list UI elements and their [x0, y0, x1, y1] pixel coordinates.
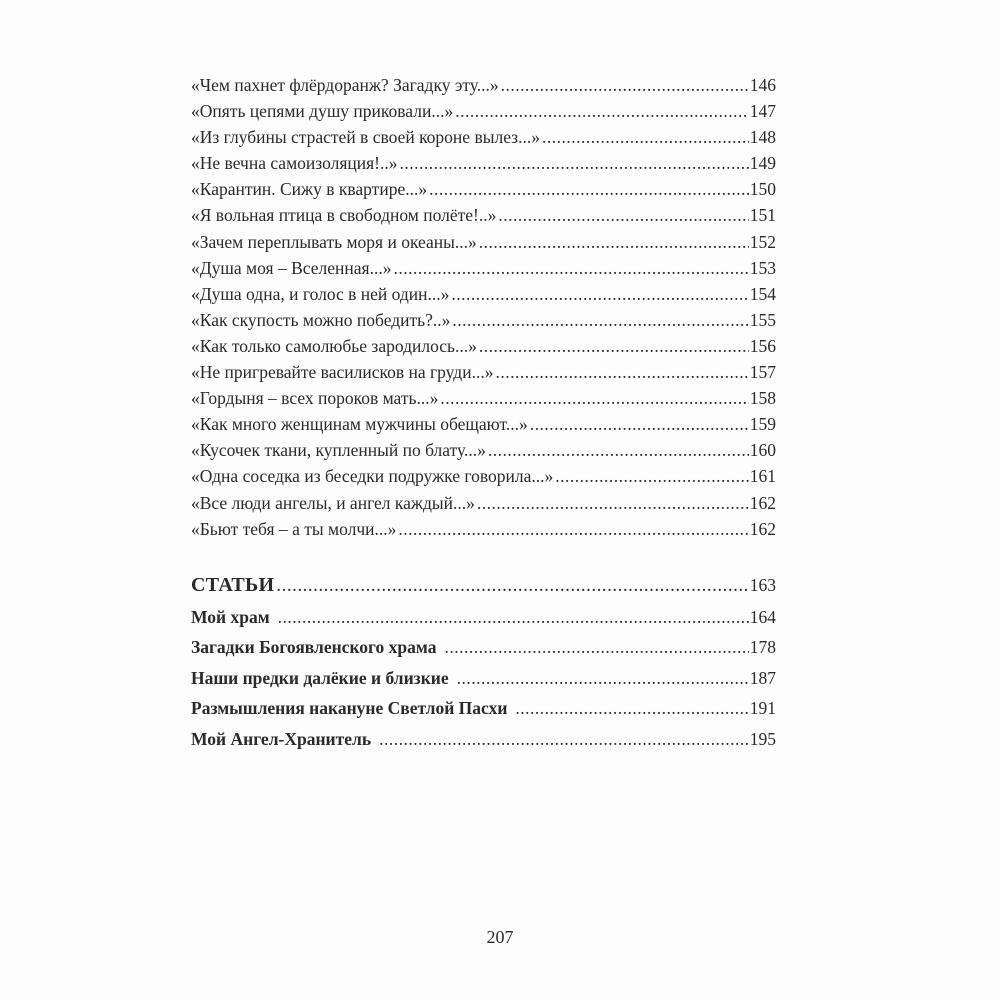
dot-leader: [440, 385, 748, 411]
dot-leader: [501, 72, 749, 98]
section-title: СТАТЬИ: [191, 573, 275, 596]
dot-leader: [276, 569, 748, 602]
toc-entry-page: 158: [749, 388, 776, 409]
toc-entry: [191, 150, 776, 176]
toc-entry: [191, 411, 776, 437]
dot-leader: [498, 202, 748, 228]
toc-entry-page: 147: [749, 101, 776, 122]
dot-leader: [429, 176, 749, 202]
toc-entry: [191, 281, 776, 307]
toc-entry: [191, 307, 776, 333]
toc-entry-title: «Все люди ангелы, и ангел каждый...»: [191, 492, 475, 513]
dot-leader: [400, 150, 749, 176]
toc-entry-page: 187: [749, 667, 776, 688]
toc-entry-title: «Карантин. Сижу в квартире...»: [191, 179, 428, 200]
toc-entry-page: 162: [749, 518, 776, 539]
toc-entry: [191, 255, 776, 281]
toc-entry-title: «Опять цепями душу приковали...»: [191, 101, 454, 122]
toc-entry-title: «Гордыня – всех пороков мать...»: [191, 388, 439, 409]
toc-entry-page: 146: [749, 75, 776, 95]
toc-entry: [191, 72, 776, 98]
dot-leader: [457, 663, 749, 694]
toc-entry: [191, 202, 776, 228]
toc-entry-page: 154: [749, 283, 776, 304]
toc-entry-title: Наши предки далёкие и близкие: [191, 667, 449, 688]
toc-entry-page: 162: [749, 492, 776, 513]
toc-entry-page: 152: [749, 231, 776, 252]
poem-list: [191, 72, 776, 542]
toc-entry-page: 156: [749, 335, 776, 356]
toc-entry: [191, 124, 776, 150]
toc-entry: [191, 724, 776, 755]
toc-entry-page: 150: [749, 179, 776, 200]
toc-entry-title: «Не вечна самоизоляция!..»: [191, 153, 398, 174]
toc-entry-title: Мой Ангел-Хранитель: [191, 729, 372, 750]
toc-entry-page: 149: [749, 153, 776, 174]
dot-leader: [452, 307, 748, 333]
toc-entry-title: «Бьют тебя – а ты молчи...»: [191, 518, 397, 539]
toc-entry-title: Размышления накануне Светлой Пасхи: [191, 698, 508, 719]
toc-entry-title: «Чем пахнет флёрдоранж? Загадку эту...»: [191, 75, 499, 95]
toc-entry: [191, 437, 776, 463]
dot-leader: [555, 463, 749, 489]
toc-entry-title: «Из глубины страстей в своей короне вылез...»: [191, 127, 540, 148]
toc-entry-page: 195: [749, 729, 776, 750]
section-page: 163: [749, 574, 776, 595]
toc-entry: [191, 516, 776, 542]
toc-entry-page: 148: [749, 127, 776, 148]
dot-leader: [398, 516, 748, 542]
toc-entry-title: «Зачем переплывать моря и океаны...»: [191, 231, 477, 252]
page-number: 207: [486, 927, 514, 947]
toc-entry: [191, 632, 776, 663]
toc-entry-page: 191: [749, 698, 776, 719]
toc-entry: [191, 98, 776, 124]
toc-entry-page: 160: [749, 440, 776, 461]
toc-entry: [191, 176, 776, 202]
toc-entry-title: «Одна соседка из беседки подружке говорила...»: [191, 466, 554, 487]
toc-entry: [191, 385, 776, 411]
dot-leader: [542, 124, 749, 150]
toc-entry: [191, 663, 776, 694]
toc-entry: [191, 359, 776, 385]
dot-leader: [477, 490, 749, 516]
toc-entry-title: «Душа моя – Вселенная...»: [191, 257, 392, 278]
toc-entry-page: 157: [749, 362, 776, 383]
toc-entry-title: Мой храм: [191, 606, 270, 627]
toc-entry-title: «Как только самолюбье зародилось...»: [191, 335, 477, 356]
table-of-contents: [191, 72, 776, 755]
toc-entry-page: 161: [749, 466, 776, 487]
article-list: [191, 602, 776, 755]
dot-leader: [451, 281, 748, 307]
toc-entry-page: 159: [749, 414, 776, 435]
dot-leader: [488, 437, 749, 463]
dot-leader: [479, 333, 749, 359]
dot-leader: [495, 359, 748, 385]
toc-entry-title: Загадки Богоявленского храма: [191, 637, 437, 658]
toc-entry-title: «Как много женщинам мужчины обещают...»: [191, 414, 528, 435]
toc-entry-page: 155: [749, 309, 776, 330]
toc-entry-title: «Как скупость можно победить?..»: [191, 309, 451, 330]
dot-leader: [479, 229, 749, 255]
toc-entry-page: 164: [749, 606, 776, 627]
dot-leader: [393, 255, 748, 281]
toc-entry-page: 151: [749, 205, 776, 226]
toc-entry-page: 178: [749, 637, 776, 658]
toc-entry: [191, 693, 776, 724]
toc-entry-title: «Я вольная птица в свободном полёте!..»: [191, 205, 497, 226]
dot-leader: [515, 693, 748, 724]
toc-entry-title: «Душа одна, и голос в ней один...»: [191, 283, 450, 304]
dot-leader: [455, 98, 749, 124]
dot-leader: [530, 411, 749, 437]
toc-entry: [191, 602, 776, 633]
section-heading: [191, 568, 776, 602]
toc-entry: [191, 463, 776, 489]
dot-leader: [444, 632, 748, 663]
dot-leader: [379, 724, 749, 755]
dot-leader: [278, 602, 749, 633]
toc-entry-title: «Кусочек ткани, купленный по блату...»: [191, 440, 486, 461]
toc-entry: [191, 333, 776, 359]
toc-entry: [191, 490, 776, 516]
toc-entry-page: 153: [749, 257, 776, 278]
toc-entry-title: «Не пригревайте василисков на груди...»: [191, 362, 494, 383]
toc-entry: [191, 229, 776, 255]
